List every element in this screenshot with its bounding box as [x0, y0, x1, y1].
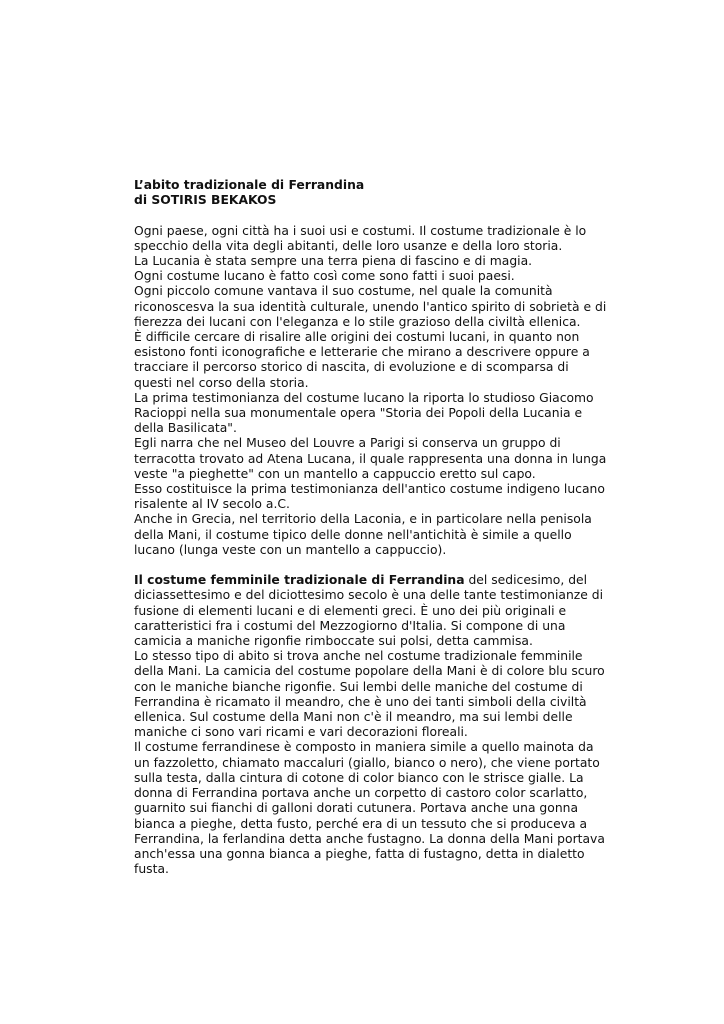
text-line: Anche in Grecia, nel territorio della Laconia, e in particolare nella penisola: [134, 512, 592, 527]
text-line: della Mani. La camicia del costume popolare della Mani è di colore blu scuro: [134, 664, 605, 679]
text-line: veste "a pieghette" con un mantello a cappuccio eretto sul capo.: [134, 466, 536, 481]
section-intro: [134, 223, 607, 558]
document-page: [134, 178, 607, 877]
text-line: sulla testa, dalla cintura di cotone di color bianco con le strisce gialle. La: [134, 770, 584, 785]
section-female-costume: [134, 573, 605, 877]
text-line: della Mani, il costume tipico delle donne nell'antichità è simile a quello: [134, 527, 572, 542]
document-author: di SOTIRIS BEKAKOS: [134, 193, 277, 208]
document-title: L’abito tradizionale di Ferrandina: [134, 178, 365, 192]
text-line: questi nel corso della storia.: [134, 375, 309, 390]
text-line: bianca a pieghe, detta fusto, perché era di un tessuto che si produceva a: [134, 816, 588, 831]
text-line: [134, 573, 596, 588]
text-line: fusione di elementi lucani e di elementi greci. È uno dei più originali e: [134, 603, 567, 618]
text-line: Esso costituisce la prima testimonianza dell'antico costume indigeno lucano: [134, 482, 605, 497]
text-line: Il costume ferrandinese è composto in maniera simile a quello mainota da: [134, 740, 594, 755]
text-line: Racioppi nella sua monumentale opera "Storia dei Popoli della Lucania e: [134, 406, 583, 421]
text-line: È difficile cercare di risalire alle origini dei costumi lucani, in quanto non: [134, 330, 580, 345]
paragraph-gap: [134, 208, 596, 223]
text-line: Egli narra che nel Museo del Louvre a Parigi si conserva un gruppo di: [134, 436, 561, 451]
text-line: donna di Ferrandina portava anche un corpetto di castoro color scarlatto,: [134, 786, 588, 801]
text-line: riconoscesva la sua identità culturale, unendo l'antico spirito di sobrietà e di: [134, 299, 607, 314]
text-line: guarnito sui fianchi di galloni dorati cutunera. Portava anche una gonna: [134, 801, 579, 816]
text-line: Ferrandina è ricamato il meandro, che è uno dei tanti simboli della civiltà: [134, 694, 587, 709]
text-line: esistono fonti iconografiche e letterarie che mirano a descrivere oppure a: [134, 345, 590, 360]
paragraph-gap: [134, 558, 596, 573]
text-line: Lo stesso tipo di abito si trova anche nel costume tradizionale femminile: [134, 649, 583, 664]
text-line: anch'essa una gonna bianca a pieghe, fatta di fustagno, detta in dialetto: [134, 846, 585, 861]
text-line: fusta.: [134, 862, 169, 877]
text-line: Ogni paese, ogni città ha i suoi usi e costumi. Il costume tradizionale è lo: [134, 223, 587, 238]
text-line: tracciare il percorso storico di nascita, di evoluzione e di scomparsa di: [134, 360, 569, 375]
text-line: Ogni costume lucano è fatto così come sono fatti i suoi paesi.: [134, 269, 515, 284]
text-line: della Basilicata".: [134, 421, 237, 436]
text-line: camicia a maniche rigonfie rimboccate sui polsi, detta cammisa.: [134, 634, 533, 649]
text-line: risalente al IV secolo a.C.: [134, 497, 290, 512]
text-line: con le maniche bianche rigonfie. Sui lembi delle maniche del costume di: [134, 679, 583, 694]
text-line: fierezza dei lucani con l'eleganza e lo stile grazioso della civiltà ellenica.: [134, 314, 581, 329]
text-line: caratteristici fra i costumi del Mezzogiorno d'Italia. Si compone di una: [134, 618, 566, 633]
text-line: Ferrandina, la ferlandina detta anche fustagno. La donna della Mani portava: [134, 831, 605, 846]
text-line: specchio della vita degli abitanti, delle loro usanze e della loro storia.: [134, 238, 563, 253]
text-line: La prima testimonianza del costume lucano la riporta lo studioso Giacomo: [134, 390, 594, 405]
text-line: Ogni piccolo comune vantava il suo costume, nel quale la comunità: [134, 284, 553, 299]
text-line: La Lucania è stata sempre una terra piena di fascino e di magia.: [134, 254, 533, 268]
text-line: diciassettesimo e del diciottesimo secolo è una delle tante testimonianze di: [134, 588, 604, 603]
text-line: lucano (lunga veste con un mantello a cappuccio).: [134, 542, 447, 557]
text-line: terracotta trovato ad Atena Lucana, il quale rappresenta una donna in lunga: [134, 451, 607, 466]
text-line: maniche ci sono vari ricami e vari decorazioni floreali.: [134, 725, 468, 740]
text-line: ellenica. Sul costume della Mani non c'è il meandro, ma sui lembi delle: [134, 710, 573, 725]
section-lead-bold: Il costume femminile tradizionale di Ferrandina: [134, 573, 465, 588]
section-lead-rest: del sedicesimo, del: [464, 573, 588, 588]
text-line: un fazzoletto, chiamato maccaluri (giallo, bianco o nero), che viene portato: [134, 755, 600, 770]
